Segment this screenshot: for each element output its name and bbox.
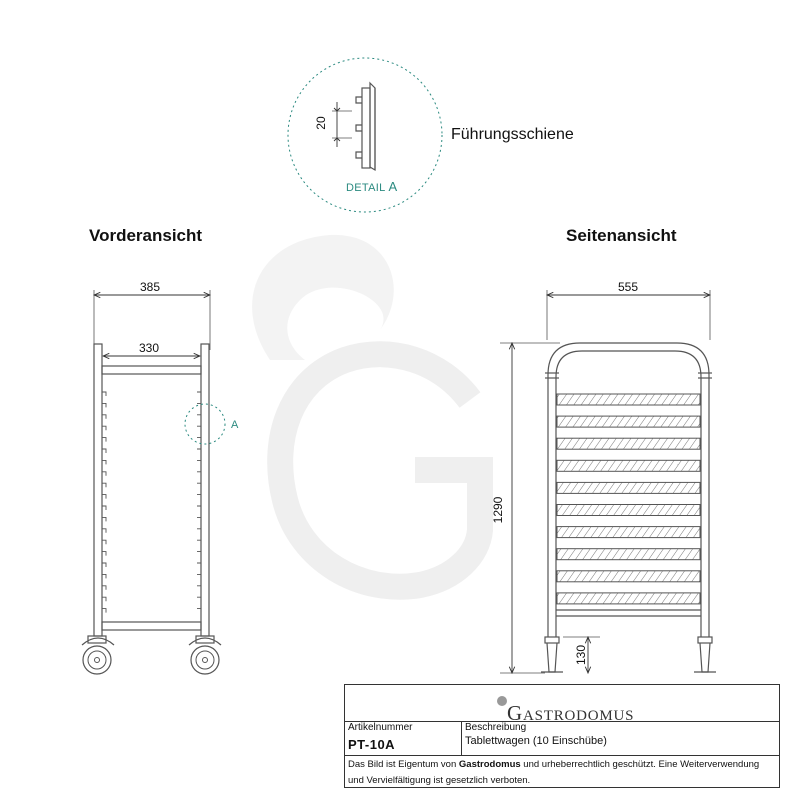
article-cell (345, 721, 462, 755)
tray (557, 482, 700, 493)
article-label: Artikelnummer (348, 722, 413, 733)
tray (557, 460, 700, 471)
guide-rail-tick (197, 392, 201, 396)
guide-rail-tick (197, 552, 201, 556)
guide-rail-tick (197, 426, 201, 430)
guide-rail-tick (197, 460, 201, 464)
detail-label: Führungsschiene (451, 126, 574, 143)
front-callout-a: A (231, 419, 239, 431)
title-block-logo-area (345, 685, 779, 725)
front-inner-width: 330 (139, 341, 160, 355)
guide-rail-tick (197, 597, 201, 601)
guide-rail-tick (197, 415, 201, 419)
tray (557, 438, 700, 449)
guide-rail-tick (197, 472, 201, 476)
front-view-title: Vorderansicht (89, 226, 203, 245)
watermark-logo (252, 235, 480, 587)
guide-rail-tick (197, 574, 201, 578)
detail-dimension: 20 (314, 116, 328, 130)
guide-rail-tick (197, 517, 201, 521)
title-block (344, 684, 780, 788)
guide-rail-tick (197, 438, 201, 442)
brand-name: GASTRODOMUS (507, 701, 635, 725)
article-number: PT-10A (348, 737, 396, 752)
side-height: 1290 (491, 496, 505, 524)
guide-rail-tick (197, 495, 201, 499)
side-view-drawing (500, 290, 716, 673)
tray (557, 593, 700, 604)
tray (557, 394, 700, 405)
guide-rail-tick (197, 529, 201, 533)
guide-rail-tick (197, 609, 201, 613)
guide-rail-tick (197, 449, 201, 453)
detail-tag-letter: A (388, 179, 398, 194)
tray (557, 527, 700, 538)
guide-rail-tick (197, 506, 201, 510)
tray (557, 416, 700, 427)
description-cell (462, 721, 779, 755)
tray (557, 571, 700, 582)
description-label: Beschreibung (465, 722, 527, 733)
copyright-note: Das Bild ist Eigentum von Gastrodomus und urheberrechtlich geschützt. Eine Weiterverwendung und Vervielfältigung ist gesetzlich verboten. (348, 759, 760, 786)
guide-rail-tick (197, 563, 201, 567)
detail-tag-text: DETAIL (346, 182, 386, 194)
tray (557, 505, 700, 516)
detail-tag (346, 179, 397, 194)
title-block-row (345, 721, 779, 756)
description-value: Tablettwagen (10 Einschübe) (465, 735, 607, 747)
side-depth: 555 (618, 280, 639, 294)
guide-rail-tick (197, 540, 201, 544)
side-view-title: Seitenansicht (566, 226, 677, 245)
tray (557, 549, 700, 560)
guide-rail-tick (197, 483, 201, 487)
guide-rail-tick (197, 586, 201, 590)
side-clearance: 130 (574, 644, 588, 666)
front-outer-width: 385 (140, 280, 161, 294)
